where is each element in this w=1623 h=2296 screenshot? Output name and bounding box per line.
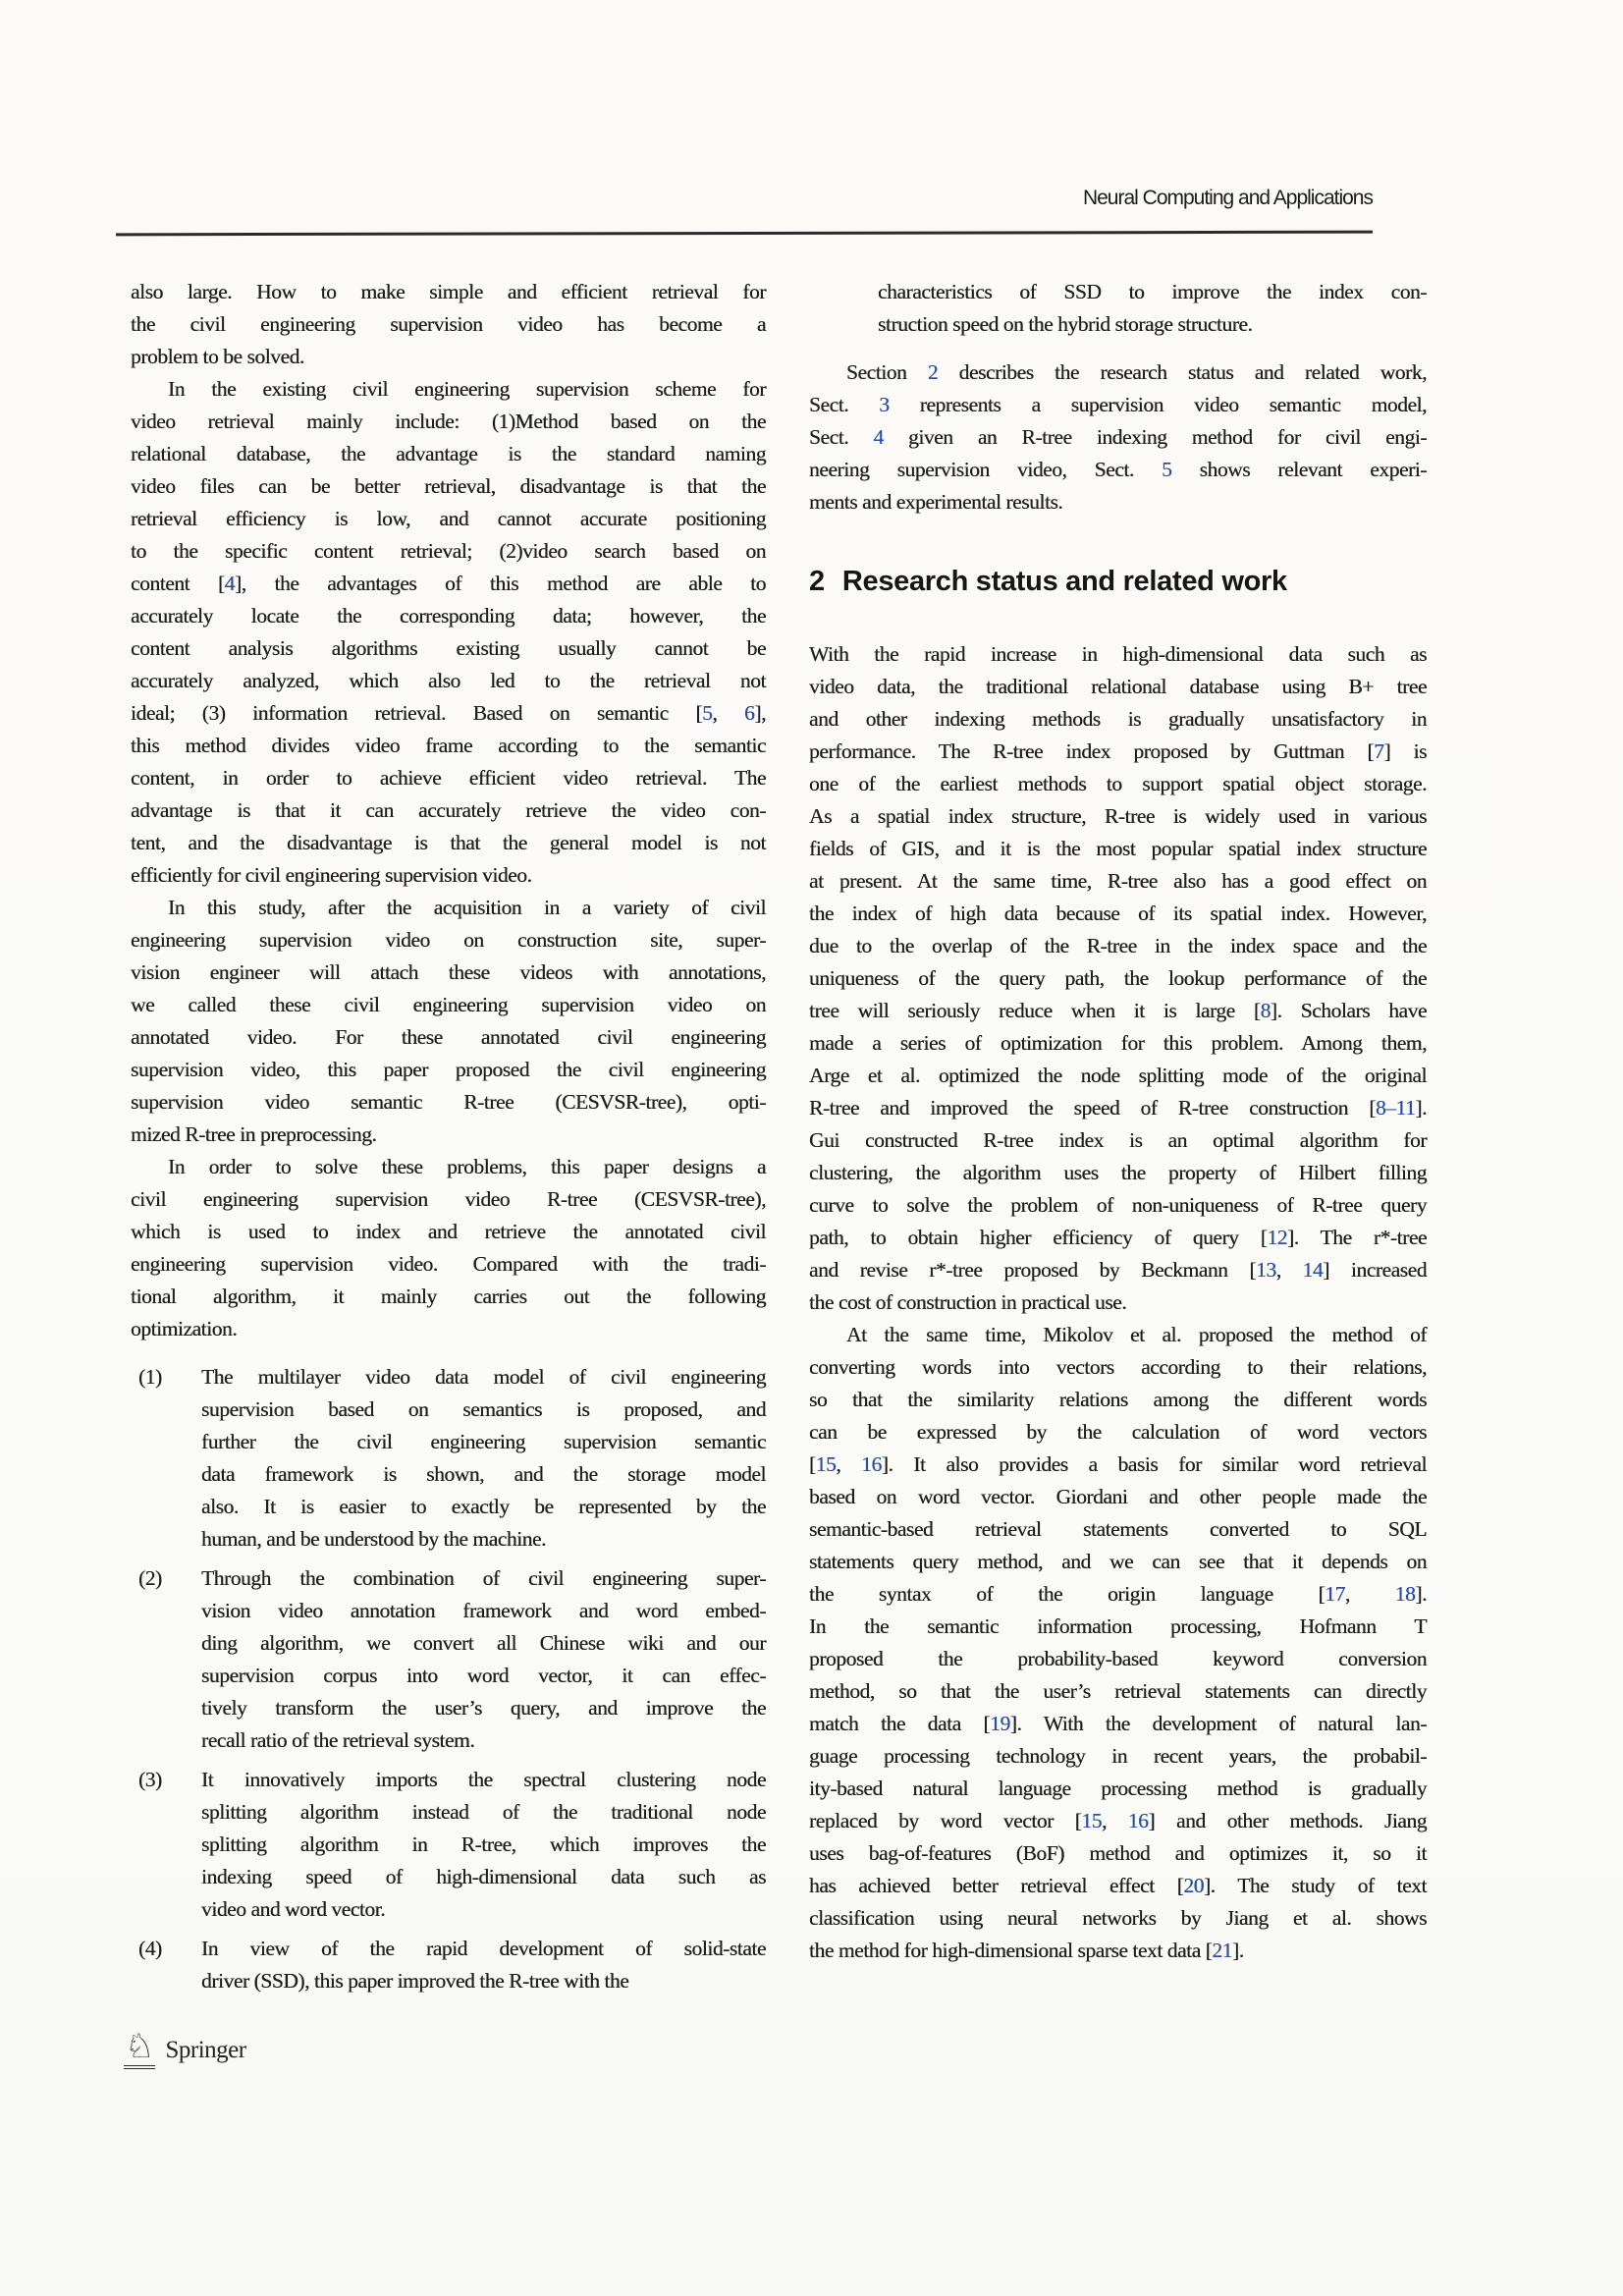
text-line: advantage is that it can accurately retrieve the video con-	[131, 798, 766, 822]
list-marker: (3)	[138, 1768, 162, 1791]
text-line: guage processing technology in recent years, the probabil-	[809, 1744, 1427, 1768]
text-line: civil engineering supervision video R-tree (CESVSR-tree),	[131, 1187, 766, 1211]
text-line: ity-based natural language processing method is gradually	[809, 1777, 1427, 1800]
reference-link[interactable]: 2	[927, 360, 939, 384]
text-line: content [4], the advantages of this method are able to	[131, 572, 766, 595]
reference-link[interactable]: 14	[1302, 1258, 1324, 1282]
text-line: R-tree and improved the speed of R-tree construction [8–11].	[809, 1096, 1427, 1120]
text-line: uniqueness of the query path, the lookup performance of the	[809, 966, 1427, 990]
text-line: statements query method, and we can see that it depends on	[809, 1550, 1427, 1573]
text-line: path, to obtain higher efficiency of query [12]. The r*-tree	[809, 1226, 1427, 1249]
text-line: Through the combination of civil engineering super-	[201, 1566, 766, 1590]
text-line: the cost of construction in practical use.	[809, 1290, 1127, 1314]
text-line: this method divides video frame according to the semantic	[131, 734, 766, 757]
right-column	[809, 276, 1427, 1997]
text-line: also large. How to make simple and efficient retrieval for	[131, 280, 766, 303]
paragraph	[131, 1151, 766, 1345]
reference-link[interactable]: 19	[990, 1712, 1010, 1735]
text-line: the index of high data because of its spatial index. However,	[809, 902, 1427, 925]
text-line: content, in order to achieve efficient video retrieval. The	[131, 766, 766, 790]
journal-name: Neural Computing and Applications	[1082, 187, 1373, 209]
reference-link[interactable]: 7	[1374, 739, 1384, 763]
list-marker: (4)	[138, 1937, 162, 1960]
text-line: method, so that the user’s retrieval statements can directly	[809, 1679, 1427, 1703]
text-line: supervision corpus into word vector, it can effec-	[201, 1664, 766, 1687]
reference-link[interactable]: 4	[873, 425, 884, 449]
text-line: retrieval efficiency is low, and cannot accurate positioning	[131, 507, 766, 530]
text-line: ments and experimental results.	[809, 490, 1063, 514]
paragraph	[131, 892, 766, 1151]
text-line: splitting algorithm instead of the traditional node	[201, 1800, 766, 1824]
list-item	[131, 1562, 766, 1757]
reference-link[interactable]: 21	[1212, 1939, 1232, 1962]
text-line: relational database, the advantage is the standard naming	[131, 442, 766, 465]
text-line: tional algorithm, it mainly carries out the following	[131, 1285, 766, 1308]
text-line: In view of the rapid development of solid-state	[201, 1937, 766, 1960]
text-line: Section 2 describes the research status and related work,	[846, 360, 1427, 384]
text-line: Sect. 4 given an R-tree indexing method for civil engi-	[809, 425, 1427, 449]
text-line: tent, and the disadvantage is that the general model is not	[131, 831, 766, 854]
publisher-footer	[124, 2031, 246, 2069]
reference-link[interactable]: 13	[1256, 1258, 1276, 1282]
list-marker: (1)	[138, 1365, 162, 1389]
text-line: neering supervision video, Sect. 5 shows relevant experi-	[809, 458, 1427, 481]
text-line: With the rapid increase in high-dimensional data such as	[809, 642, 1427, 666]
reference-link[interactable]: 12	[1267, 1226, 1288, 1249]
text-line: converting words into vectors according to their relations,	[809, 1355, 1427, 1379]
text-line: video data, the traditional relational database using B+ tree	[809, 675, 1427, 698]
text-line: ding algorithm, we convert all Chinese wiki and our	[201, 1631, 766, 1655]
text-line: At the same time, Mikolov et al. proposed the method of	[846, 1323, 1427, 1346]
reference-link[interactable]: 8–11	[1375, 1096, 1416, 1120]
springer-knight-icon: ♘	[124, 2031, 155, 2069]
text-line: mized R-tree in preprocessing.	[131, 1122, 377, 1146]
section-heading	[809, 564, 1427, 599]
text-line: driver (SSD), this paper improved the R-tree with the	[201, 1969, 629, 1993]
text-line: Sect. 3 represents a supervision video semantic model,	[809, 393, 1427, 416]
text-line: content analysis algorithms existing usually cannot be	[131, 636, 766, 660]
text-line: engineering supervision video on construction site, super-	[131, 928, 766, 952]
text-line: we called these civil engineering supervision video on	[131, 993, 766, 1016]
text-line: Arge et al. optimized the node splitting mode of the original	[809, 1064, 1427, 1087]
text-line: video and word vector.	[201, 1897, 386, 1921]
text-line: curve to solve the problem of non-uniqueness of R-tree query	[809, 1193, 1427, 1217]
text-line: which is used to index and retrieve the annotated civil	[131, 1220, 766, 1243]
text-line: and other indexing methods is gradually unsatisfactory in	[809, 707, 1427, 731]
text-line: annotated video. For these annotated civil engineering	[131, 1025, 766, 1049]
header-rule	[116, 231, 1373, 237]
text-line: It innovatively imports the spectral clustering node	[201, 1768, 766, 1791]
text-line: has achieved better retrieval effect [20]. The study of text	[809, 1874, 1427, 1897]
text-line: As a spatial index structure, R-tree is widely used in various	[809, 804, 1427, 828]
text-line: ideal; (3) information retrieval. Based on semantic [5, 6],	[131, 701, 766, 725]
text-line: supervision based on semantics is proposed, and	[201, 1397, 766, 1421]
reference-link[interactable]: 8	[1260, 999, 1271, 1022]
text-line: the syntax of the origin language [17, 18].	[809, 1582, 1427, 1606]
text-line: can be expressed by the calculation of word vectors	[809, 1420, 1427, 1444]
section-title: Research status and related work	[841, 566, 1287, 597]
text-line: the method for high-dimensional sparse text data [21].	[809, 1939, 1244, 1962]
reference-link[interactable]: 20	[1183, 1874, 1204, 1897]
text-line: efficiently for civil engineering supervision video.	[131, 863, 532, 887]
text-line: In the semantic information processing, Hofmann T	[809, 1614, 1427, 1638]
text-line: supervision video semantic R-tree (CESVSR-tree), opti-	[131, 1090, 766, 1114]
paragraph	[809, 356, 1427, 519]
text-line: recall ratio of the retrieval system.	[201, 1728, 475, 1752]
section-number: 2	[809, 566, 825, 597]
text-line: data framework is shown, and the storage model	[201, 1462, 766, 1486]
text-line: performance. The R-tree index proposed by Guttman [7] is	[809, 739, 1427, 763]
text-line: In order to solve these problems, this paper designs a	[168, 1155, 766, 1178]
text-line: semantic-based retrieval statements converted to SQL	[809, 1517, 1427, 1541]
text-line: one of the earliest methods to support spatial object storage.	[809, 772, 1427, 795]
text-line: accurately analyzed, which also led to the retrieval not	[131, 669, 766, 692]
text-line: due to the overlap of the R-tree in the index space and the	[809, 934, 1427, 957]
text-line: human, and be understood by the machine.	[201, 1527, 546, 1551]
text-line: optimization.	[131, 1317, 238, 1340]
reference-link[interactable]: 4	[224, 572, 235, 595]
text-line: The multilayer video data model of civil engineering	[201, 1365, 766, 1389]
reference-link[interactable]: 6	[744, 701, 755, 725]
paragraph	[809, 638, 1427, 1319]
text-line: In this study, after the acquisition in a variety of civil	[168, 896, 766, 919]
reference-link[interactable]: 18	[1394, 1582, 1416, 1606]
text-line: tively transform the user’s query, and improve the	[201, 1696, 766, 1720]
text-line: at present. At the same time, R-tree also has a good effect on	[809, 869, 1427, 893]
publisher-name: Springer	[165, 2036, 246, 2063]
text-line: struction speed on the hybrid storage structure.	[878, 312, 1253, 336]
text-line: also. It is easier to exactly be represented by the	[201, 1495, 766, 1518]
reference-link[interactable]: 5	[1162, 458, 1172, 481]
text-line: tree will seriously reduce when it is large [8]. Scholars have	[809, 999, 1427, 1022]
list-item	[131, 1361, 766, 1556]
text-line: the civil engineering supervision video has become a	[131, 312, 766, 336]
text-line: classification using neural networks by Jiang et al. shows	[809, 1906, 1427, 1930]
paragraph	[809, 1319, 1427, 1967]
text-line: accurately locate the corresponding data; however, the	[131, 604, 766, 628]
text-line: splitting algorithm in R-tree, which improves the	[201, 1832, 766, 1856]
text-line: made a series of optimization for this problem. Among them,	[809, 1031, 1427, 1055]
text-line: so that the similarity relations among the different words	[809, 1388, 1427, 1411]
paragraph	[809, 276, 1427, 341]
text-line: video files can be better retrieval, disadvantage is that the	[131, 474, 766, 498]
text-line: proposed the probability-based keyword conversion	[809, 1647, 1427, 1670]
text-line: replaced by word vector [15, 16] and other methods. Jiang	[809, 1809, 1427, 1832]
list-item	[131, 1764, 766, 1926]
text-line: match the data [19]. With the development of natural lan-	[809, 1712, 1427, 1735]
list-item	[131, 1933, 766, 1997]
reference-link[interactable]: 15	[1081, 1809, 1103, 1832]
text-line: vision video annotation framework and word embed-	[201, 1599, 766, 1622]
reference-link[interactable]: 16	[1127, 1809, 1149, 1832]
text-line: engineering supervision video. Compared with the tradi-	[131, 1252, 766, 1276]
paragraph	[131, 276, 766, 373]
text-line: [15, 16]. It also provides a basis for similar word retrieval	[809, 1452, 1427, 1476]
text-line: indexing speed of high-dimensional data such as	[201, 1865, 766, 1888]
text-line: uses bag-of-features (BoF) method and optimizes it, so it	[809, 1841, 1427, 1865]
reference-link[interactable]: 3	[879, 393, 890, 416]
reference-link[interactable]: 15	[815, 1452, 837, 1476]
text-line: video retrieval mainly include: (1)Method based on the	[131, 410, 766, 433]
text-line: Gui constructed R-tree index is an optimal algorithm for	[809, 1128, 1427, 1152]
text-line: further the civil engineering supervision semantic	[201, 1430, 766, 1453]
reference-link[interactable]: 5	[702, 701, 713, 725]
text-line: to the specific content retrieval; (2)video search based on	[131, 539, 766, 563]
text-line: vision engineer will attach these videos with annotations,	[131, 960, 766, 984]
text-line: fields of GIS, and it is the most popular spatial index structure	[809, 837, 1427, 860]
reference-link[interactable]: 17	[1325, 1582, 1345, 1606]
list-marker: (2)	[138, 1566, 162, 1590]
text-line: and revise r*-tree proposed by Beckmann [13, 14] increased	[809, 1258, 1427, 1282]
text-line: problem to be solved.	[131, 345, 304, 368]
text-line: clustering, the algorithm uses the property of Hilbert filling	[809, 1161, 1427, 1184]
paragraph	[131, 373, 766, 892]
reference-link[interactable]: 16	[861, 1452, 882, 1476]
text-line: In the existing civil engineering supervision scheme for	[168, 377, 766, 401]
two-column-text-area	[131, 276, 1427, 1997]
text-line: characteristics of SSD to improve the index con-	[878, 280, 1427, 303]
left-column	[131, 276, 766, 1997]
text-line: based on word vector. Giordani and other people made the	[809, 1485, 1427, 1508]
text-line: supervision video, this paper proposed the civil engineering	[131, 1058, 766, 1081]
